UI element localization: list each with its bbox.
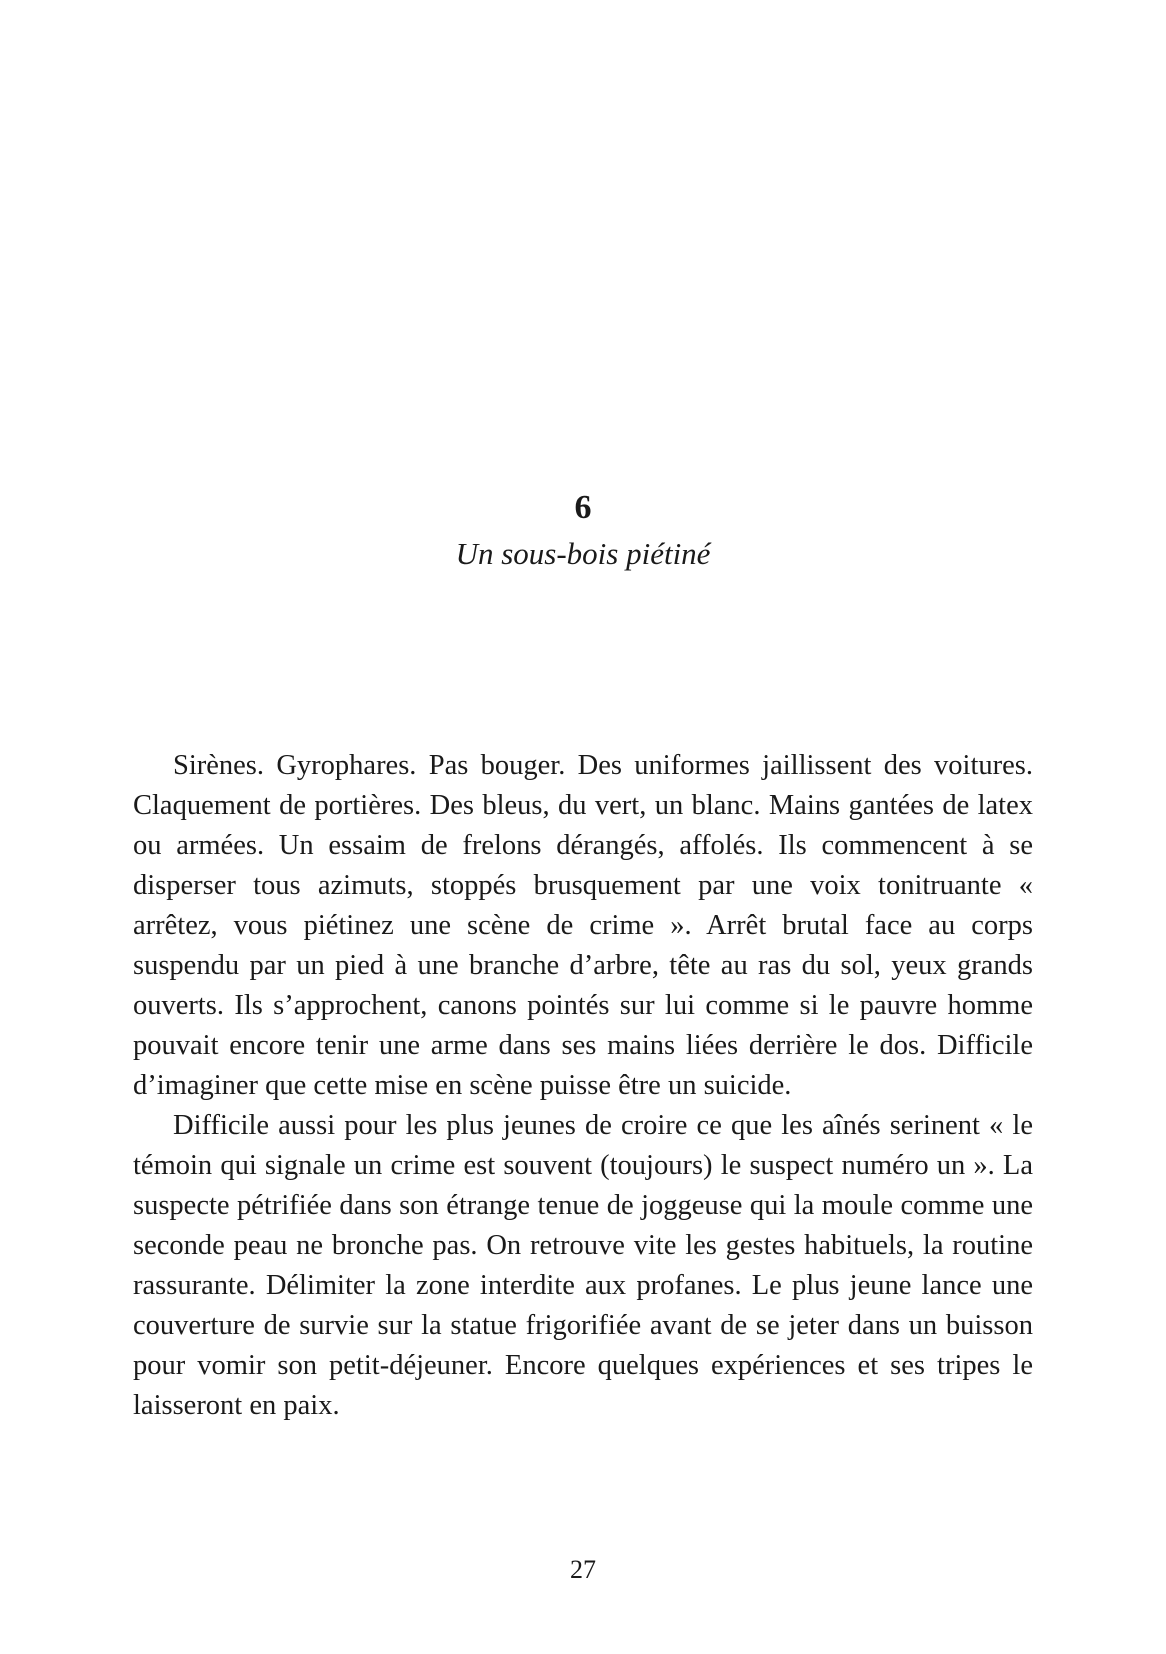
- chapter-header: [0, 488, 1166, 574]
- page-number: 27: [570, 1555, 596, 1584]
- chapter-body: [133, 746, 1033, 1426]
- chapter-number: 6: [574, 489, 592, 526]
- chapter-title: Un sous-bois piétiné: [455, 536, 711, 571]
- paragraph: Difficile aussi pour les plus jeunes de croire ce que les aînés serinent « le témoin qui signale un crime est souvent (toujours) le suspect numéro un ». La suspecte pétrifiée dans son étrange tenue de joggeuse qui la moule comme une seconde peau ne bronche pas. On retrouve vite les gestes habituels, la routine rassurante. Délimiter la zone interdite aux profanes. Le plus jeune lance une couverture de survie sur la statue frigorifiée avant de se jeter dans un buisson pour vomir son petit-déjeuner. Encore quelques expériences et ses tripes le laisseront en paix.: [133, 1110, 1033, 1421]
- paragraph: Sirènes. Gyrophares. Pas bouger. Des uniformes jaillissent des voitures. Claquement de portières. Des bleus, du vert, un blanc. Mains gantées de latex ou armées. Un essaim de frelons dérangés, affolés. Ils commencent à se disperser tous azimuts, stoppés brusquement par une voix tonitruante « arrêtez, vous piétinez une scène de crime ». Arrêt brutal face au corps suspendu par un pied à une branche d’arbre, tête au ras du sol, yeux grands ouverts. Ils s’approchent, canons pointés sur lui comme si le pauvre homme pouvait encore tenir une arme dans ses mains liées derrière le dos. Difficile d’imaginer que cette mise en scène puisse être un suicide.: [133, 750, 1033, 1101]
